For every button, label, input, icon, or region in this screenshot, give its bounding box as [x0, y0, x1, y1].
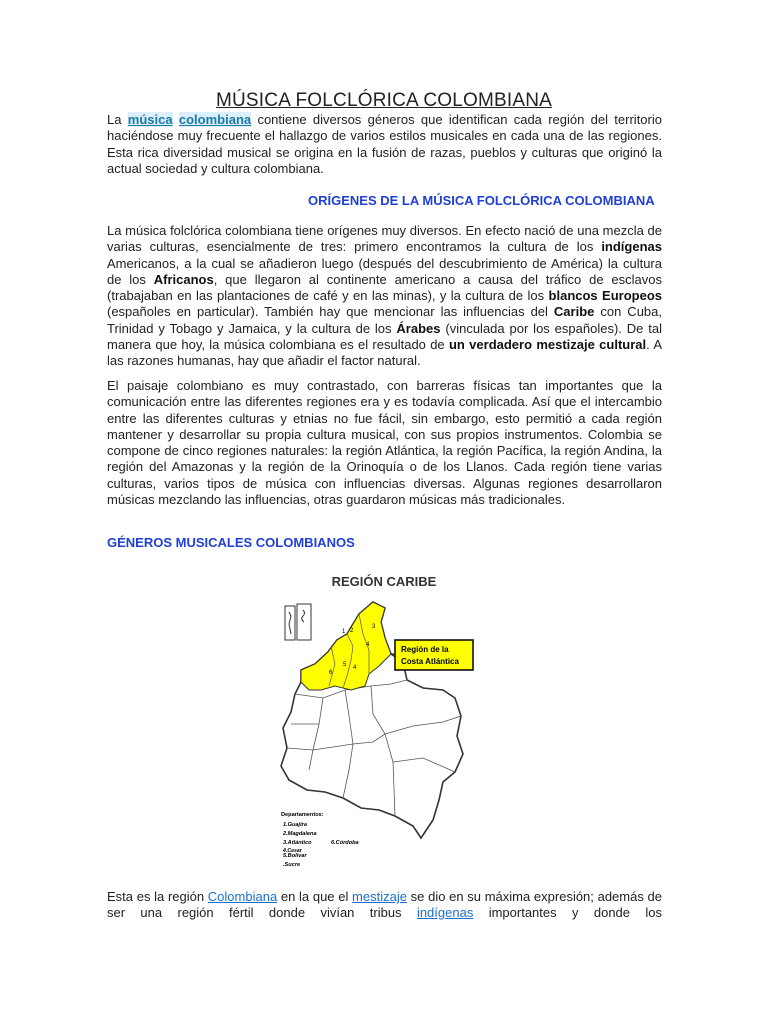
origins-bold-europeos: blancos Europeos — [548, 288, 662, 304]
map-number: 4 — [366, 642, 370, 648]
department-item: 1.Guajira — [283, 822, 307, 828]
departments-tail — [283, 852, 307, 870]
origins-bold-africanos: Africanos — [153, 271, 214, 287]
departments-list — [281, 812, 359, 846]
origins-text-4: (españoles en particular). También hay que mencionar las influencias del — [107, 304, 554, 320]
department-item: 6.Córdoba — [331, 840, 359, 846]
colombiana-link[interactable]: colombiana — [178, 112, 252, 127]
closing-text-1: Esta es la región — [107, 889, 208, 904]
origins-bold-mestizaje: un verdadero mestizaje cultural — [448, 337, 647, 353]
landscape-paragraph: El paisaje colombiano es muy contrastado, con barreras físicas tan importantes que la comunicación entre las diferentes regiones era y es todavía complicada. Así que el intercambio entre las diferentes culturas y etnias no fue fácil, sin embargo, esto permitió a cada región mantener y desarrollar su propia cultura musical, con sus propios instrumentos. Colombia se compone de cinco regiones naturales: la región Atlántica, la región Pacífica, la región Andina, la región del Amazonas y la región de la Orinoquía o de los Llanos. Cada región tiene varias culturas, varios tipos de música con influencias diversas. Algunas regiones desarrollaron músicas mezclando las influencias, otras guardaron músicas más tradicionales. — [107, 378, 662, 508]
origins-text-1: La música folclórica colombiana tiene orígenes muy diversos. En efecto nació de una mezcla de varias culturas, esencialmente de tres: primero encontramos la cultura de los — [107, 223, 662, 255]
departments-title: Departamentos: — [281, 812, 324, 818]
intro-space — [173, 112, 179, 127]
intro-paragraph — [107, 112, 662, 177]
department-item: 3.Atlántico — [283, 840, 312, 846]
origins-bold-indigenas: indígenas — [601, 239, 662, 255]
region-heading: REGIÓN CARIBE — [331, 574, 437, 589]
map-number: 5 — [343, 662, 347, 668]
origins-bold-caribe: Caribe — [553, 304, 595, 320]
closing-text-2: en la que el — [277, 889, 353, 904]
legend-line-2: Costa Atlántica — [401, 657, 459, 666]
mestizaje-link[interactable]: mestizaje — [352, 889, 407, 904]
origins-paragraph — [107, 223, 662, 370]
page-title: MÚSICA FOLCLÓRICA COLOMBIANA — [215, 90, 553, 111]
map-number: 2 — [350, 628, 354, 634]
origins-text-3: , que llegaron al continente americano a causa del tráfico de esclavos (trabajaban en las plantaciones de café y en las minas), y la cultura de los — [107, 271, 662, 304]
department-item: .Sucre — [283, 862, 301, 868]
closing-text-3: se dio en su máxima expresión; además de ser una región fértil donde vivían tribus — [107, 889, 663, 921]
origins-text-7: . A las razones humanas, hay que añadir el factor natural. — [107, 337, 662, 369]
genres-heading: GÉNEROS MUSICALES COLOMBIANOS — [107, 535, 355, 550]
caribbean-region-map — [273, 594, 475, 852]
origins-heading: ORÍGENES DE LA MÚSICA FOLCLÓRICA COLOMBIANA — [308, 193, 655, 208]
origins-text-2: Americanos, a la cual se añadieron luego (después del descubrimiento de América) la cultura de los — [107, 255, 662, 287]
legend-line-1: Región de la — [401, 645, 449, 654]
department-item: 5.Bolívar — [283, 853, 307, 859]
inset-box-1 — [285, 606, 295, 640]
department-item: 2.Magdalena — [283, 831, 317, 837]
map-number: 6 — [329, 670, 333, 676]
musica-link[interactable]: música — [127, 112, 173, 127]
origins-bold-arabes: Árabes — [396, 320, 441, 336]
closing-text-4: importantes y donde los — [473, 905, 662, 921]
closing-paragraph — [107, 889, 662, 922]
department-item: 4.Cesar — [283, 848, 302, 852]
indigenas-link[interactable]: indígenas — [416, 905, 474, 921]
origins-text-5: con Cuba, Trinidad y Tobago y Jamaica, y la cultura de los — [107, 304, 663, 336]
map-number: 1 — [342, 629, 346, 635]
intro-text-1: La — [107, 112, 128, 127]
map-number: 3 — [372, 624, 376, 630]
origins-text-6: (vinculada por los españoles). De tal manera que hoy, la música colombiana es el resultado de — [107, 320, 662, 353]
colombiana-link-2[interactable]: Colombiana — [207, 889, 278, 904]
map-number: 4 — [353, 665, 357, 671]
intro-text-2: contiene diversos géneros que identifican cada región del territorio haciéndose muy frecuente el hallazgo de varios estilos musicales en cada una de las regiones. Esta rica diversidad musical se origina en la fusión de razas, pueblos y culturas que originó la actual sociedad y cultura colombiana. — [107, 112, 662, 176]
